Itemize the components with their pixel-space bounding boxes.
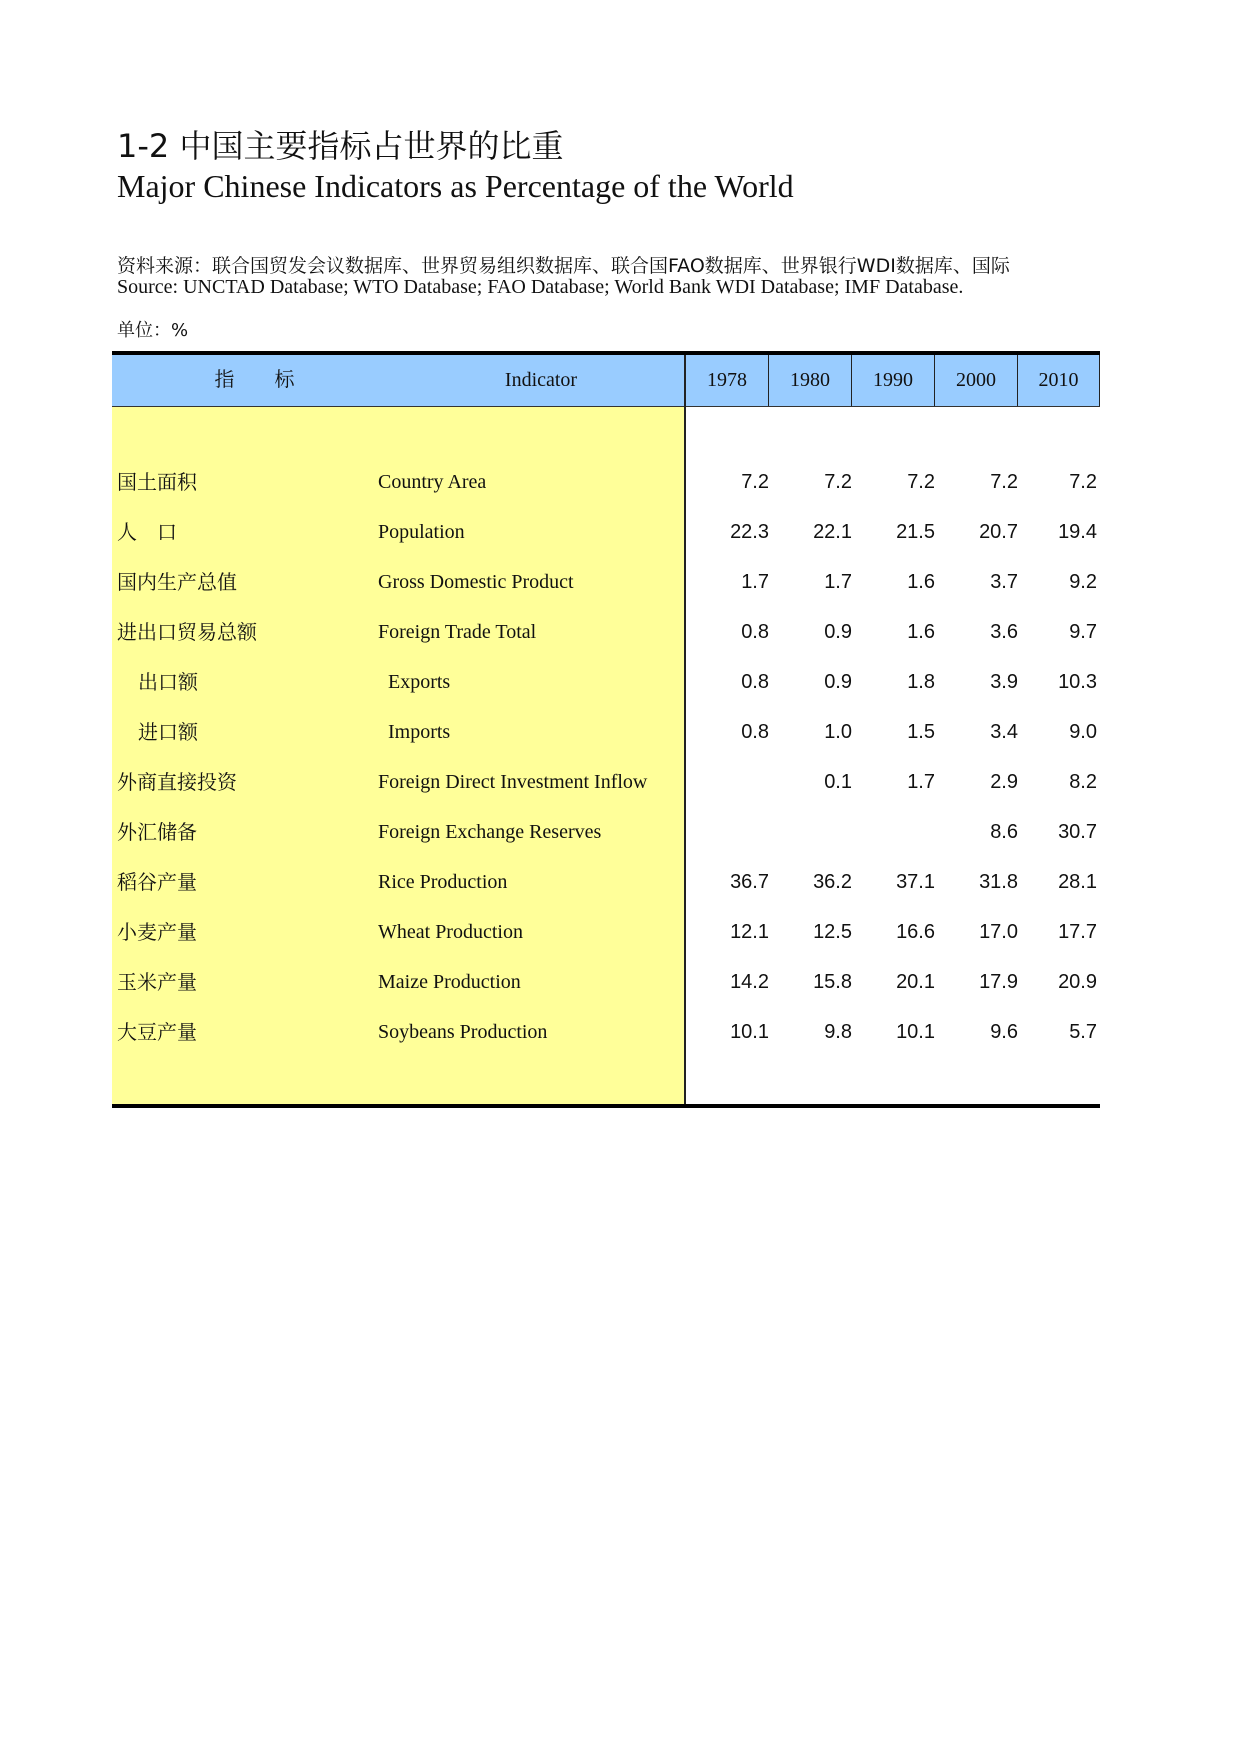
table-row [112, 457, 1100, 507]
value-cell-2000: 17.9 [979, 971, 1018, 993]
row-label-chinese: 国内生产总值 [117, 570, 237, 594]
value-cell-2000: 31.8 [979, 871, 1018, 893]
row-label-english: Gross Domestic Product [378, 571, 574, 593]
row-label-chinese: 外汇储备 [117, 820, 197, 844]
row-label-chinese: 小麦产量 [117, 920, 197, 944]
value-cell-1980: 7.2 [824, 471, 852, 493]
table-header [112, 355, 1100, 407]
source-note-english: Source: UNCTAD Database; WTO Database; FAO Database; World Bank WDI Database; IMF Database. [117, 276, 964, 298]
value-cell-1978: 10.1 [730, 1021, 769, 1043]
value-cell-2010: 9.7 [1069, 621, 1097, 643]
value-cell-1990: 1.5 [907, 721, 935, 743]
value-cell-1980: 9.8 [824, 1021, 852, 1043]
value-cell-1980: 22.1 [813, 521, 852, 543]
table-row [112, 957, 1100, 1007]
value-cell-1978: 36.7 [730, 871, 769, 893]
row-label-chinese: 外商直接投资 [117, 770, 237, 794]
row-label-english: Foreign Direct Investment Inflow [378, 771, 648, 793]
value-cell-1990: 1.6 [907, 621, 935, 643]
row-label-english: Exports [388, 671, 451, 693]
value-cell-1990: 21.5 [896, 521, 935, 543]
header-indicator-english: Indicator [504, 369, 578, 391]
title-chinese: 1-2 中国主要指标占世界的比重 [117, 127, 564, 165]
row-label-english: Foreign Exchange Reserves [378, 821, 602, 843]
table-row [112, 857, 1100, 907]
row-label-chinese: 进口额 [138, 720, 198, 744]
table-row [112, 757, 1100, 807]
row-label-english: Imports [388, 721, 451, 743]
value-cell-2000: 3.6 [990, 621, 1018, 643]
value-cell-1978: 1.7 [741, 571, 769, 593]
value-cell-1978 [699, 807, 769, 857]
value-cell-2000: 9.6 [990, 1021, 1018, 1043]
row-label-english: Country Area [378, 471, 487, 493]
value-cell-2010: 19.4 [1058, 521, 1097, 543]
row-label-chinese: 国土面积 [117, 470, 197, 494]
value-cell-2010: 7.2 [1069, 471, 1097, 493]
value-cell-2000: 3.4 [990, 721, 1018, 743]
value-cell-1990: 10.1 [896, 1021, 935, 1043]
row-label-chinese: 人 口 [117, 520, 177, 544]
value-cell-1978: 12.1 [730, 921, 769, 943]
row-label-english: Maize Production [378, 971, 521, 993]
unit-label: 单位：% [117, 320, 189, 341]
source-note-chinese: 资料来源：联合国贸发会议数据库、世界贸易组织数据库、联合国FAO数据库、世界银行WDI数据库、国际 [117, 255, 1010, 277]
value-cell-2000: 2.9 [990, 771, 1018, 793]
row-label-english: Rice Production [378, 871, 508, 893]
value-cell-1978: 0.8 [741, 621, 769, 643]
row-label-english: Wheat Production [378, 921, 523, 943]
value-cell-2010: 9.2 [1069, 571, 1097, 593]
table-row [112, 707, 1100, 757]
value-cell-2010: 30.7 [1058, 821, 1097, 843]
value-cell-1980: 15.8 [813, 971, 852, 993]
title-english: Major Chinese Indicators as Percentage of the World [117, 168, 794, 204]
table-row [112, 657, 1100, 707]
value-cell-2010: 20.9 [1058, 971, 1097, 993]
value-cell-1990: 1.7 [907, 771, 935, 793]
row-label-english: Foreign Trade Total [378, 621, 537, 643]
value-cell-1978: 0.8 [741, 671, 769, 693]
table-row [112, 807, 1100, 857]
value-cell-1980: 36.2 [813, 871, 852, 893]
value-cell-1980: 12.5 [813, 921, 852, 943]
value-cell-1980: 0.1 [824, 771, 852, 793]
value-cell-1978: 22.3 [730, 521, 769, 543]
header-year-2000: 2000 [934, 355, 1017, 406]
row-label-chinese: 稻谷产量 [117, 870, 197, 894]
header-year-2010: 2010 [1017, 355, 1100, 406]
row-label-chinese: 大豆产量 [117, 1020, 197, 1044]
value-cell-1990: 7.2 [907, 471, 935, 493]
header-year-1978: 1978 [685, 355, 768, 406]
table-row [112, 1007, 1100, 1057]
value-cell-1990: 37.1 [896, 871, 935, 893]
value-cell-1990: 1.6 [907, 571, 935, 593]
value-cell-1990: 1.8 [907, 671, 935, 693]
table-row [112, 907, 1100, 957]
value-cell-2000: 7.2 [990, 471, 1018, 493]
value-cell-1990: 16.6 [896, 921, 935, 943]
header-indicator-chinese: 指 标 [214, 369, 295, 391]
value-cell-2010: 9.0 [1069, 721, 1097, 743]
value-cell-2000: 17.0 [979, 921, 1018, 943]
value-cell-1980: 0.9 [824, 621, 852, 643]
row-label-chinese: 玉米产量 [117, 970, 197, 994]
value-cell-1978: 14.2 [730, 971, 769, 993]
value-cell-2000: 8.6 [990, 821, 1018, 843]
value-cell-2000: 3.9 [990, 671, 1018, 693]
value-cell-1980 [782, 807, 852, 857]
row-label-english: Population [378, 521, 465, 543]
value-cell-2010: 5.7 [1069, 1021, 1097, 1043]
value-cell-2010: 8.2 [1069, 771, 1097, 793]
value-cell-2000: 20.7 [979, 521, 1018, 543]
value-cell-2010: 17.7 [1058, 921, 1097, 943]
value-cell-1978: 0.8 [741, 721, 769, 743]
value-cell-1978: 7.2 [741, 471, 769, 493]
value-cell-1978 [699, 757, 769, 807]
table-row [112, 557, 1100, 607]
value-cell-1980: 1.7 [824, 571, 852, 593]
row-label-english: Soybeans Production [378, 1021, 548, 1043]
row-label-chinese: 进出口贸易总额 [117, 620, 257, 644]
table-bottom-rule [112, 1104, 1100, 1108]
table-row [112, 607, 1100, 657]
value-cell-2000: 3.7 [990, 571, 1018, 593]
header-year-1990: 1990 [851, 355, 934, 406]
value-cell-1990: 20.1 [896, 971, 935, 993]
value-cell-2010: 28.1 [1058, 871, 1097, 893]
header-year-1980: 1980 [768, 355, 851, 406]
value-cell-1980: 1.0 [824, 721, 852, 743]
table-row [112, 507, 1100, 557]
row-label-chinese: 出口额 [138, 670, 198, 694]
value-cell-1980: 0.9 [824, 671, 852, 693]
value-cell-1990 [865, 807, 935, 857]
value-cell-2010: 10.3 [1058, 671, 1097, 693]
